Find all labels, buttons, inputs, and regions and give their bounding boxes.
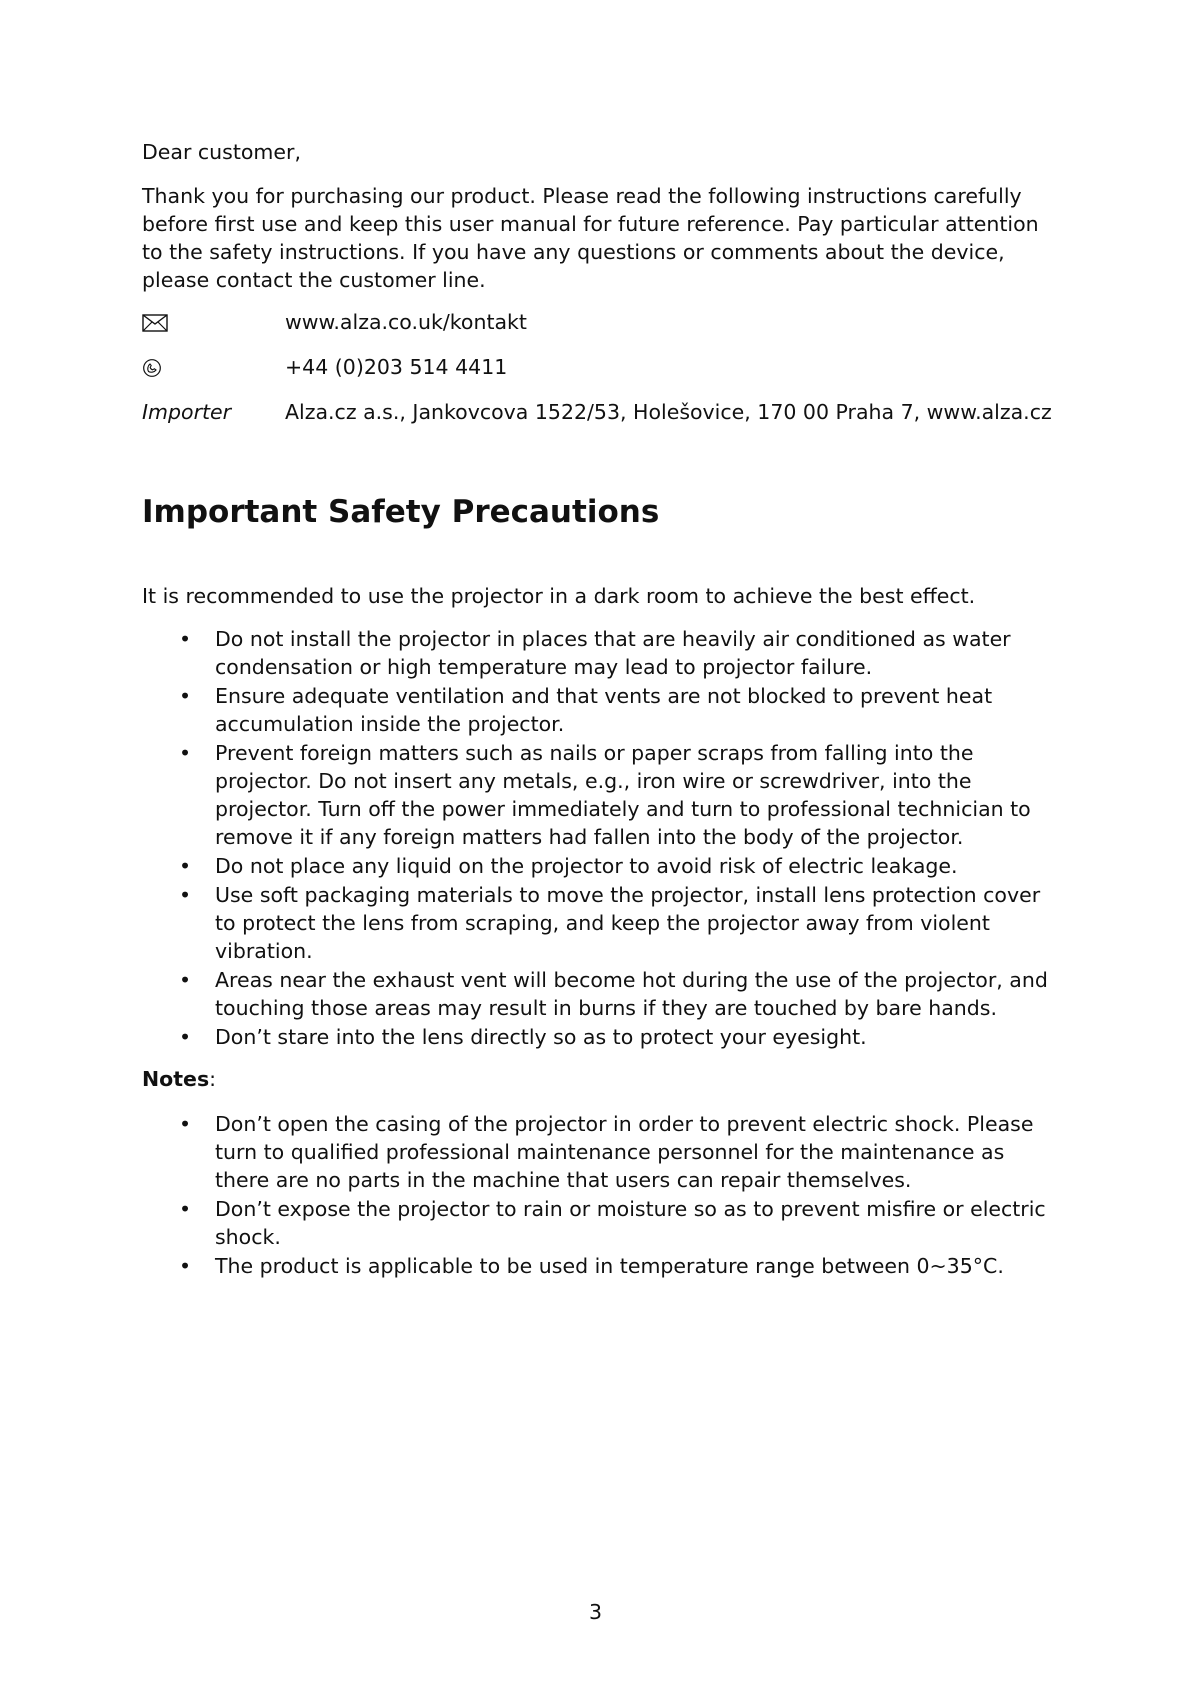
page-number: 3 bbox=[588, 1600, 603, 1624]
contact-importer-row bbox=[142, 398, 1052, 426]
list-item: • Do not place any liquid on the projector to avoid risk of electric leakage. bbox=[179, 854, 958, 878]
safety-heading: Important Safety Precautions bbox=[142, 494, 660, 530]
list-item: • Don’t expose the projector to rain or moisture so as to prevent misfire or electric shock. bbox=[179, 1197, 1046, 1249]
list-item: • Don’t open the casing of the projector in order to prevent electric shock. Please turn to qualified professional maintenance personnel for the maintenance as there are no parts in the machine that users can repair themselves. bbox=[179, 1112, 1034, 1192]
bullet: • bbox=[179, 1254, 192, 1278]
contact-phone-row bbox=[142, 353, 1052, 381]
bullet: • bbox=[179, 854, 192, 878]
bullet: • bbox=[179, 1112, 192, 1136]
list-item: • Don’t stare into the lens directly so as to protect your eyesight. bbox=[179, 1025, 867, 1049]
bullet: • bbox=[179, 627, 192, 651]
list-item: • Prevent foreign matters such as nails or paper scraps from falling into the projector. Do not insert any metals, e.g., iron wire or screwdriver, into the projector. Turn off the power immediately and turn to professional technician to remove it if any foreign matters had fallen into the body of the projector. bbox=[179, 741, 1031, 849]
list-item: • Areas near the exhaust vent will become hot during the use of the projector, and touching those areas may result in burns if they are touched by bare hands. bbox=[179, 968, 1048, 1020]
manual-page bbox=[142, 138, 1052, 1281]
safety-list bbox=[142, 625, 1052, 1051]
greeting: Dear customer, bbox=[142, 140, 301, 164]
contact-phone[interactable]: +44 (0)203 514 4411 bbox=[285, 355, 508, 379]
envelope-icon bbox=[142, 314, 168, 332]
notes-list bbox=[142, 1110, 1052, 1280]
bullet: • bbox=[179, 684, 192, 708]
bullet: • bbox=[179, 741, 192, 765]
list-item: • The product is applicable to be used in temperature range between 0~35°C. bbox=[179, 1254, 1004, 1278]
contact-email-row bbox=[142, 308, 1052, 336]
bullet: • bbox=[179, 1197, 192, 1221]
bullet: • bbox=[179, 883, 192, 907]
importer-label: Importer bbox=[142, 400, 232, 424]
list-item: • Use soft packaging materials to move the projector, install lens protection cover to protect the lens from scraping, and keep the projector away from violent vibration. bbox=[179, 883, 1041, 963]
phone-icon bbox=[142, 358, 162, 378]
safety-recommendation: It is recommended to use the projector in a dark room to achieve the best effect. bbox=[142, 584, 976, 608]
contact-email[interactable]: www.alza.co.uk/kontakt bbox=[285, 310, 527, 334]
intro-paragraph: Thank you for purchasing our product. Please read the following instructions carefully before first use and keep this user manual for future reference. Pay particular attention to the safety instructions. If you have any questions or comments about the device, please contact the customer line. bbox=[142, 184, 1039, 292]
bullet: • bbox=[179, 1025, 192, 1049]
notes-title: Notes: bbox=[142, 1067, 217, 1091]
list-item: • Do not install the projector in places that are heavily air conditioned as water condensation or high temperature may lead to projector failure. bbox=[179, 627, 1011, 679]
list-item: • Ensure adequate ventilation and that vents are not blocked to prevent heat accumulation inside the projector. bbox=[179, 684, 993, 736]
importer-address: Alza.cz a.s., Jankovcova 1522/53, Holešovice, 170 00 Praha 7, www.alza.cz bbox=[285, 400, 1052, 424]
bullet: • bbox=[179, 968, 192, 992]
